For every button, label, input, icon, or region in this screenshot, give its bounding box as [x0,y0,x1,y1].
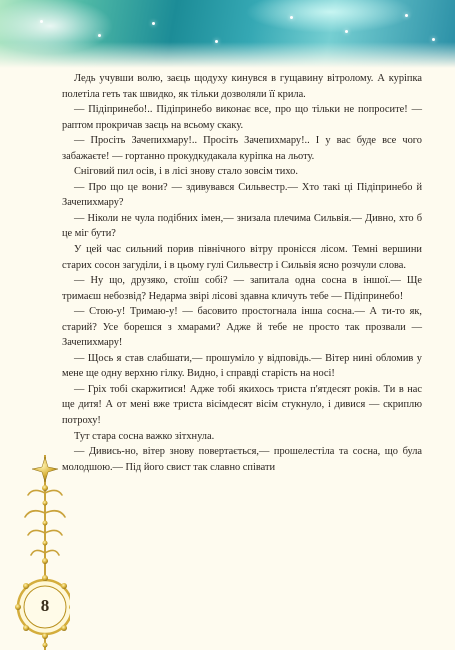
page-number: 8 [40,596,50,615]
paragraph: Ледь учувши волю, заєць щодуху кинувся в гущавину вітролому. А курiпка полетіла геть так швидко, як тільки дозволяли її крила. [62,73,422,100]
paragraph: Тут стара сосна важко зітхнула. [74,430,215,442]
sparkle [215,40,218,43]
sparkle [98,34,101,37]
paragraph: — Просіть Зачепихмару!.. Просіть Зачепихмару!.. І у вас буде все чого забажаєте! — гортанно прокудкудакала курiпка на льоту. [62,135,422,162]
sparkle [345,30,348,33]
sparkle [40,20,43,23]
paragraph: — Щось я став слабшати,— прошуміло у відповідь.— Вітер нині обломив у мене ще одну верхню гілку. Видно, і справді старість на носі! [62,352,422,380]
sparkle [152,22,155,25]
golden-ornament [0,455,70,650]
paragraph: — Підіпринебо!.. Підіпринебо виконає все, про що тільки не попросите! — раптом прокричав заєць на всьому скаку. [62,104,422,131]
sparkle [290,16,293,19]
paragraph: — Дивись-но, вітер знову повертається,— прошелестіла та сосна, що була молодшою.— Під його свист так славно співати [62,446,422,473]
paragraph: Сніговий пил осів, і в лісі знову стало зовсім тихо. [74,166,298,178]
paragraph: — Ніколи не чула подібних імен,— знизала плечима Сильвія.— Дивно, хто б це міг бути? [62,212,422,240]
paragraph: — Про що це вони? — здивувався Сильвестр.— Хто такі ці Підіпринебо й Зачепихмару? [62,181,422,209]
paragraph: У цей час сильний порив північного вітру пронісся лісом. Темні вершини старих сосон загуділи, і в цьому гулі Сильвестр і Сильвія ясно розчули слова. [62,244,422,271]
decorative-header-band [0,0,455,68]
paragraph: — Стою-у! Тримаю-у! — басовито простогнала інша сосна.— А ти-то як, старий? Усе борешся з хмарами? Адже й тебе не просто так прозвали — Зачепихмару! [62,306,422,349]
sparkle [405,14,408,17]
sparkle [432,38,435,41]
paragraph: — Гріх тобі скаржитися! Адже тобі якихось триста п'ятдесят років. Ти в нас ще дитя! А от мені вже триста вісімдесят вісім стукнуло, і дивися — скриплю потроху! [62,383,422,427]
paragraph: — Ну що, друзяко, стоїш собі? — запитала одна сосна в іншої.— Ще тримаєш небозвід? Недарма звірі лісові здавна кличуть тебе — Підіпринебо! [62,275,422,302]
story-text [62,71,422,475]
